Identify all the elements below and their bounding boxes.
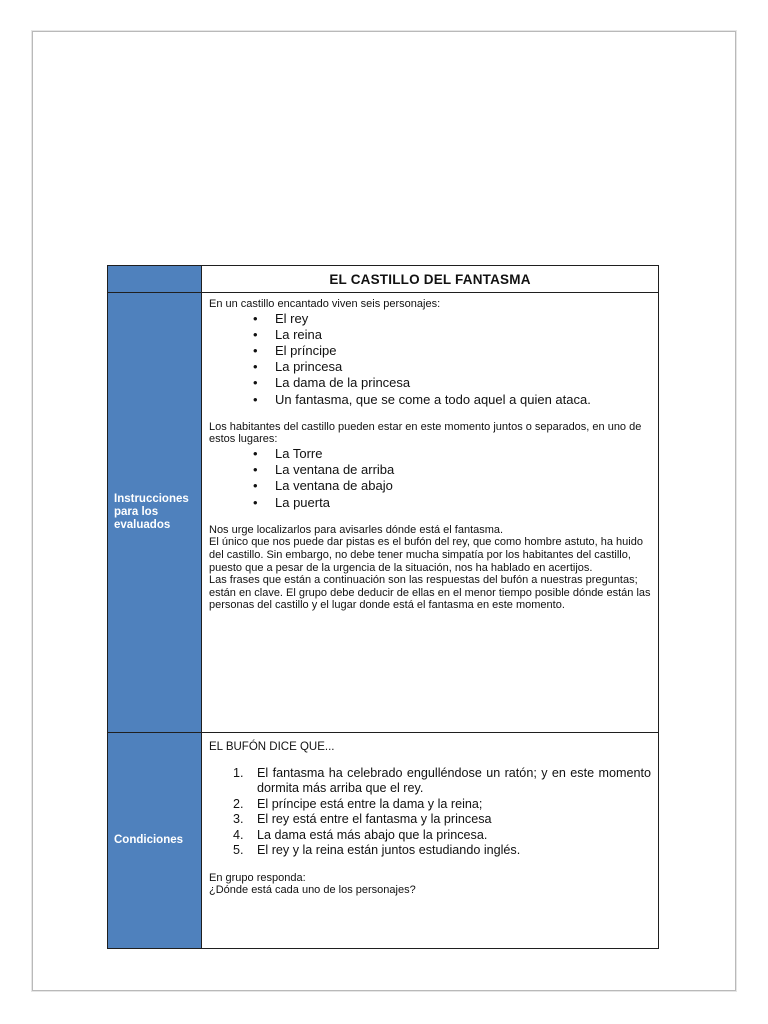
list-item: • La dama de la princesa [253, 375, 651, 391]
instructions-label: Instrucciones para los evaluados [114, 493, 189, 531]
clues-list [209, 766, 651, 859]
title-row-left-cell [108, 266, 202, 293]
spacer [209, 859, 651, 872]
title-row [108, 266, 659, 293]
list-number: 3. [233, 812, 244, 827]
list-item [233, 843, 651, 859]
conditions-label-cell [108, 733, 202, 949]
spacer [209, 511, 651, 524]
conditions-content [202, 733, 659, 949]
list-number: 2. [233, 796, 244, 811]
activity-table [107, 265, 659, 949]
list-item: • Un fantasma, que se come a todo aquel a quien ataca. [253, 392, 651, 408]
spacer [209, 408, 651, 421]
spacer [209, 754, 651, 766]
clue-text: La dama está más abajo que la princesa. [257, 827, 488, 842]
clue-text: El fantasma ha celebrado engulléndose un ratón; y en este momento dormita más arriba que el rey. [257, 765, 651, 796]
list-item: • La Torre [253, 446, 651, 462]
list-item: • La princesa [253, 359, 651, 375]
question-text: ¿Dónde está cada uno de los personajes? [209, 884, 416, 897]
list-item [233, 766, 651, 797]
clue-text: El rey y la reina están juntos estudiando inglés. [257, 843, 521, 858]
instructions-label-cell [108, 293, 202, 733]
paragraph-urgency: Nos urge localizarlos para avisarles dónde está el fantasma. [209, 523, 504, 536]
characters-list [209, 311, 651, 408]
task-intro-text: En grupo responda: [209, 871, 306, 884]
clue-text: El príncipe está entre la dama y la reina; [257, 796, 483, 811]
list-item [233, 812, 651, 828]
instructions-row [108, 293, 659, 733]
jester-heading: EL BUFÓN DICE QUE... [209, 741, 335, 753]
list-item: • La ventana de abajo [253, 478, 651, 494]
clue-text: El rey está entre el fantasma y la princesa [257, 812, 492, 827]
paragraph-clues: Las frases que están a continuación son las respuestas del bufón a nuestras preguntas; están en clave. El grupo debe deducir de ellas en el menor tiempo posible dónde están las personas del castillo y el lugar donde está el fantasma en este momento. [209, 574, 651, 612]
list-number: 5. [233, 843, 244, 858]
list-item: • El rey [253, 311, 651, 327]
intro-text: En un castillo encantado viven seis personajes: [209, 298, 441, 310]
conditions-row [108, 733, 659, 949]
list-number: 1. [233, 765, 244, 780]
list-item: • El príncipe [253, 343, 651, 359]
list-item [233, 828, 651, 844]
paragraph-jester: El único que nos puede dar pistas es el bufón del rey, que como hombre astuto, ha huido del castillo. Sin embargo, no debe tener mucha simpatía por los habitantes del castillo, puesto que a pesar de la urgencia de la situación, nos ha hablado en acertijos. [209, 536, 643, 574]
list-item [233, 797, 651, 813]
places-list [209, 446, 651, 511]
conditions-label: Condiciones [114, 834, 184, 846]
instructions-content [202, 293, 659, 733]
list-item: • La puerta [253, 495, 651, 511]
table-title: EL CASTILLO DEL FANTASMA [202, 266, 659, 293]
places-intro-text: Los habitantes del castillo pueden estar en este momento juntos o separados, en uno de estos lugares: [209, 420, 642, 446]
list-number: 4. [233, 827, 244, 842]
list-item: • La reina [253, 327, 651, 343]
list-item: • La ventana de arriba [253, 462, 651, 478]
